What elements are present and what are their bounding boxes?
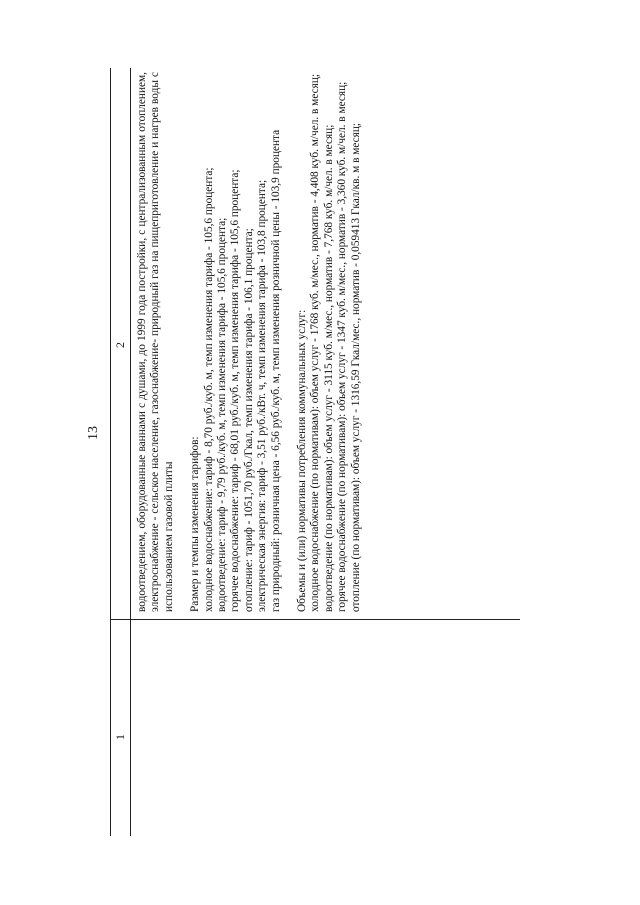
tariff-line: электрическая энергия: тариф - 3,51 руб./кВт. ч, темп изменения тарифа - 103,8 процента; (256, 179, 269, 612)
column-2-content (136, 72, 363, 612)
page-number: 13 (86, 426, 101, 440)
continuation-paragraph: водоотведением, оборудованные ваннами с душами, до 1999 года постройки, с централизованным отоплением, электроснабжение - сельское население, газоснабжение- природный газ на пищеприготовление и нагрев воды с использованием газовой плиты (136, 72, 175, 612)
tariffs-heading: Размер и темпы изменения тарифов: (189, 436, 202, 612)
column-header-2: 2 (113, 342, 127, 348)
volume-line: холодное водоснабжение (по нормативам): объем услуг - 1768 куб. м/мес., норматив - 4,408 куб. м/чел. в месяц; (309, 73, 322, 612)
table-top-border (110, 68, 111, 836)
volumes-heading: Объемы и (или) нормативы потребления коммунальных услуг: (296, 309, 309, 612)
volume-line: горячее водоснабжение (по нормативам): объем услуг - 1347 куб. м/мес., норматив - 3,360 куб. м/чел. в месяц; (336, 81, 349, 612)
tariff-line: холодное водоснабжение: тариф - 8,70 руб./куб. м, темп изменения тарифа - 105,6 процента; (202, 167, 215, 612)
tariff-line: горячее водоснабжение: тариф - 68,01 руб./куб. м, темп изменения тарифа - 105,6 процента; (229, 169, 242, 612)
column-divider (110, 619, 520, 620)
volume-line: водоотведение (по нормативам): объем услуг - 3115 куб. м/мес., норматив - 7,768 куб. м/чел. в месяц; (322, 124, 335, 612)
tariff-line: отопление: тариф - 1051,70 руб./Гкал, темп изменения тарифа - 106,1 процента; (242, 228, 255, 612)
tariff-line: водоотведение: тариф - 9,79 руб./куб. м, темп изменения тарифа - 105,6 процента; (216, 217, 229, 612)
tariffs-section (189, 72, 283, 612)
table-frame (110, 68, 520, 836)
table-header-divider (130, 68, 131, 836)
tariff-line: газ природный: розничная цена - 6,56 руб./куб. м, темп изменения розничной цены - 103,9 процента (269, 129, 282, 612)
volumes-section (296, 72, 363, 612)
volume-line: отопление (по нормативам): объем услуг - 1316,59 Гкал/мес., норматив - 0,059413 Гкал/кв. м в месяц; (349, 122, 362, 612)
column-header-1: 1 (113, 734, 127, 740)
